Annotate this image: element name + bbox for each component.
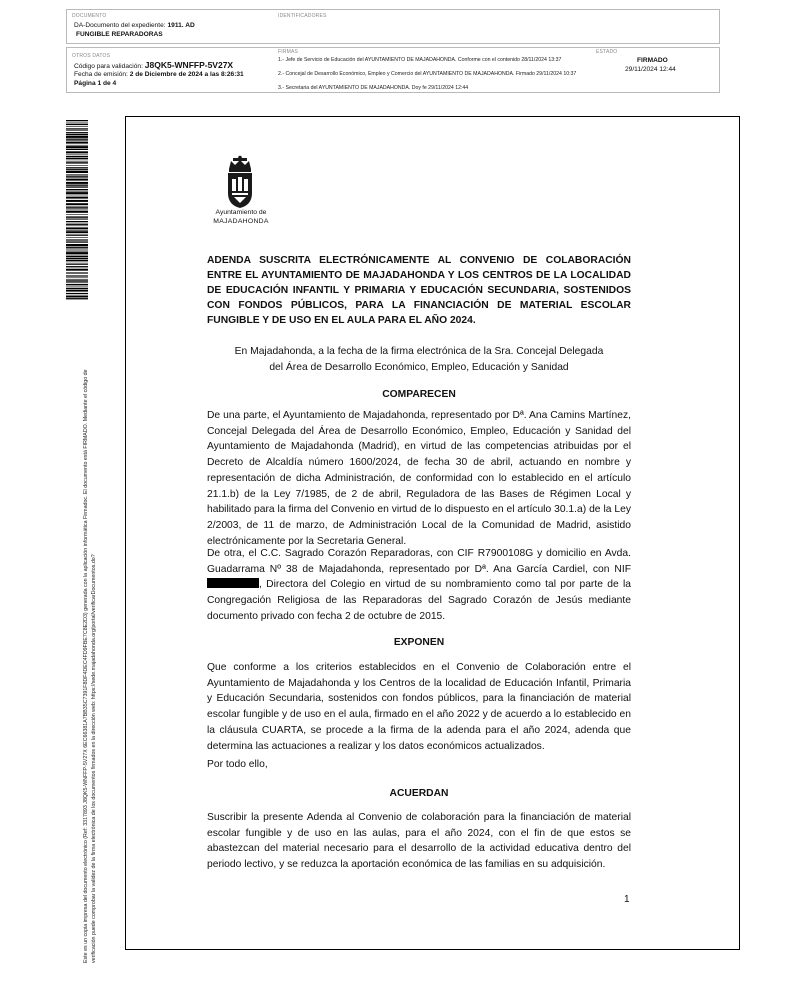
- barcode-bar: [66, 123, 88, 124]
- barcode-bar: [66, 224, 88, 225]
- barcode-bar: [66, 139, 88, 140]
- barcode-bar: [66, 256, 88, 257]
- barcode-bar: [66, 128, 88, 129]
- document-intro: [207, 344, 631, 375]
- barcode-bar: [66, 227, 88, 229]
- barcode-bar: [66, 279, 88, 280]
- barcode-bar: [66, 281, 88, 282]
- barcode-bar: [66, 124, 88, 125]
- barcode-bar: [66, 239, 88, 240]
- barcode-bar: [66, 203, 88, 205]
- documento-line2: FUNGIBLE REPARADORAS: [76, 31, 163, 38]
- barcode-bar: [66, 158, 88, 159]
- barcode-bar: [66, 286, 88, 287]
- barcode-bar: [66, 293, 88, 294]
- redacted-nif-block: [207, 578, 259, 588]
- barcode-bar: [66, 185, 88, 186]
- barcode-bar: [66, 146, 88, 148]
- barcode-bar: [66, 272, 88, 273]
- barcode-bar: [66, 258, 88, 259]
- estado-date: 29/11/2024 12:44: [625, 66, 676, 73]
- barcode-bar: [66, 163, 88, 164]
- barcode-bar: [66, 208, 88, 209]
- barcode-bar: [66, 240, 88, 241]
- barcode-bar: [66, 136, 88, 138]
- intro-line-1: En Majadahonda, a la fecha de la firma electrónica de la Sra. Concejal Delegada: [234, 346, 604, 357]
- paragraph-exponen: Que conforme a los criterios establecidos en el Convenio de Colaboración entre el Ayuntamiento de Majadahonda y los Centros de la localidad de Educación Infantil, Primaria y Educación Secundaria, sostenidos con fondos públicos, para la financiación de material escolar fungible y de uso en el aula, firmado en el año 2022 y de acuerdo a lo establecido en la cláusula CUARTA, se procede a la firma de la adenda para el año 2024, adenda que determina las actuaciones a realizar y los datos económicos actualizados.: [207, 662, 631, 752]
- otros-datos-label: OTROS DATOS: [72, 53, 111, 59]
- barcode-bar: [66, 211, 88, 213]
- barcode-bar: [66, 132, 88, 133]
- barcode-bar: [66, 241, 88, 242]
- codigo-validacion: Código para validación: J8QK5-WNFFP-5V27X: [74, 60, 234, 70]
- estado-label: ESTADO: [596, 49, 618, 55]
- barcode-bar: [66, 252, 88, 254]
- barcode-bar: [66, 237, 88, 238]
- intro-line-2: del Área de Desarrollo Económico, Empleo, Educación y Sanidad: [269, 361, 569, 373]
- barcode-bar: [66, 214, 88, 215]
- barcode-bar: [66, 255, 88, 256]
- barcode-bar: [66, 217, 88, 218]
- barcode-bar: [66, 244, 88, 246]
- barcode-bar: [66, 149, 88, 150]
- firmas-label: FIRMAS: [278, 49, 299, 55]
- barcode-bar: [66, 165, 88, 166]
- barcode-bar: [66, 262, 88, 263]
- barcode-bar: [66, 273, 88, 274]
- side-verification-text-1: Este es un copia impresa del documento electrónico (Ref: 3317893 J8QK5-WNFFP-5V27X 6EC66381A7BB35C7391F8DF4DEC4FD9FBE7C8E2D3) generada con la aplicación informática Firmadoc. El documento está FIRMADO. Mediante el código de: [83, 369, 89, 963]
- barcode-bar: [66, 171, 88, 173]
- barcode-bar: [66, 249, 88, 250]
- firma-1: 1.- Jefe de Servicio de Educación del AYUNTAMIENTO DE MAJADAHONDA. Conforme con el contenido 28/11/2024 13:37: [278, 57, 562, 63]
- barcode-bar: [66, 151, 88, 153]
- barcode-bar: [66, 247, 88, 248]
- barcode-bar: [66, 126, 88, 127]
- firma-3: 3.- Secretaria del AYUNTAMIENTO DE MAJADAHONDA. Doy fe 29/11/2024 12:44: [278, 85, 469, 91]
- barcode-bar: [66, 296, 88, 298]
- barcode-bar: [66, 298, 88, 299]
- barcode-bar: [66, 200, 88, 202]
- barcode-bar: [66, 266, 88, 267]
- identificadores-label: IDENTIFICADORES: [278, 13, 327, 19]
- logo-text-ayuntamiento: Ayuntamiento de: [215, 209, 267, 216]
- estado-value: FIRMADO: [637, 57, 668, 64]
- barcode-bar: [66, 210, 88, 211]
- barcode-bar: [66, 251, 88, 252]
- barcode-bar: [66, 230, 88, 231]
- barcode-bar: [66, 179, 88, 181]
- side-verification-text-2: verificación puede comprobar la validez de la firma electrónica de los documentos firmados en la dirección web: https://sede.majadahonda.org/portal/verificarDocumentos.do?: [91, 554, 97, 963]
- barcode-bar: [66, 177, 88, 178]
- barcode-bar: [66, 278, 88, 279]
- heading-comparecen: COMPARECEN: [382, 389, 456, 400]
- documento-line1: DA-Documento del expediente: 1911. AD: [74, 22, 195, 29]
- barcode-bar: [66, 226, 88, 227]
- document-title: ADENDA SUSCRITA ELECTRÓNICAMENTE AL CONVENIO DE COLABORACIÓN ENTRE EL AYUNTAMIENTO DE MAJADAHONDA Y LOS CENTROS DE LA LOCALIDAD DE EDUCACIÓN INFANTIL Y PRIMARIA Y EDUCACIÓN SECUNDARIA, SOSTENIDOS CON FONDOS PÚBLICOS, PARA LA FINANCIACIÓN DE MATERIAL ESCOLAR FUNGIBLE Y DE USO EN EL AULA PARA EL AÑO 2024.: [207, 255, 631, 326]
- barcode-bar: [66, 186, 88, 187]
- barcode-bar: [66, 191, 88, 192]
- barcode-bar: [66, 160, 88, 161]
- fecha-emision: Fecha de emisión: 2 de Diciembre de 2024 a las 8:26:31: [74, 71, 244, 78]
- pagina-indicador: Página 1 de 4: [74, 80, 117, 87]
- barcode-bar: [66, 176, 88, 177]
- heading-acuerdan: ACUERDAN: [389, 788, 449, 799]
- barcode-bar: [66, 154, 88, 155]
- barcode-bar: [66, 195, 88, 196]
- barcode-bar: [66, 250, 88, 251]
- heading-exponen: EXPONEN: [393, 637, 445, 648]
- barcode-bar: [66, 235, 88, 236]
- barcode-bar: [66, 142, 88, 144]
- barcode-bar: [66, 284, 88, 285]
- barcode-bar: [66, 156, 88, 157]
- barcode-bar: [66, 167, 88, 168]
- barcode-bar: [66, 162, 88, 163]
- barcode-bar: [66, 182, 88, 184]
- barcode-bar: [66, 169, 88, 170]
- barcode-bar: [66, 275, 88, 276]
- documento-label: DOCUMENTO: [72, 13, 107, 19]
- barcode-bar: [66, 174, 88, 175]
- barcode-bar: [66, 276, 88, 277]
- barcode-bar: [66, 269, 88, 271]
- barcode-image: [66, 120, 88, 300]
- barcode-bar: [66, 288, 88, 289]
- barcode-bar: [66, 207, 88, 208]
- barcode-bar: [66, 216, 88, 217]
- paragraph-acuerdan: Suscribir la presente Adenda al Convenio de colaboración para la financiación de material escolar fungible y de uso en las aulas, para el año 2024, con el fin de que estos se abastezcan del material necesario para el desarrollo de la actividad educativa dentro del periodo lectivo, y se reduzca la aportación económica de las familias en su adquisición.: [207, 812, 631, 871]
- barcode-bar: [66, 197, 88, 199]
- barcode-bar: [66, 120, 88, 121]
- firma-2: 2.- Concejal de Desarrollo Económico, Empleo y Comercio del AYUNTAMIENTO DE MAJADAHONDA. Firmado 29/11/2024 10:37: [278, 71, 577, 77]
- barcode-bar: [66, 290, 88, 292]
- barcode-bar: [66, 264, 88, 265]
- barcode-bar: [66, 260, 88, 261]
- barcode-bar: [66, 189, 88, 190]
- paragraph-primera-parte: De una parte, el Ayuntamiento de Majadahonda, representado por Dª. Ana Camins Martínez, Concejal Delegada del Área de Desarrollo Económico, Empleo, Educación y Sanidad del Ayuntamiento de Majadahonda (Madrid), en virtud de las competencias atribuidas por el Decreto de Alcaldía número 1600/2024, de fecha 30 de abril, actuando en nombre y representación de dicha Administración, de conformidad con lo establecido en el artículo 21.1.b) de la Ley 7/1985, de 2 de abril, Reguladora de las Bases de Régimen Local y habilitado para la firma del Convenio en virtud de lo dispuesto en el artículo 30.1.a) de la Ley 2/2003, de 11 de marzo, de Administración Local de la Comunidad de Madrid, asistido electrónicamente por la Secretaria General.: [207, 410, 631, 547]
- paragraph-segunda-parte: De otra, el C.C. Sagrado Corazón Reparadoras, con CIF R7900108G y domicilio en Avda. Guadarrama Nº 38 de Majadahonda, representado por Dª. Ana García Cardiel, con NIF , Directora del Colegio en virtud de su nombramiento como tal por parte de la Congregación Religiosa de las Reparadoras del Sagrado Corazón de Jesús mediante documento privado con fecha 2 de octubre de 2015.: [207, 548, 631, 622]
- barcode-bar: [66, 145, 88, 146]
- logo-text-majadahonda: MAJADAHONDA: [213, 218, 269, 225]
- barcode-bar: [66, 140, 88, 141]
- barcode-bar: [66, 219, 88, 220]
- barcode-bar: [66, 192, 88, 194]
- page-number: 1: [624, 894, 630, 905]
- barcode-bar: [66, 130, 88, 131]
- barcode-bar: [66, 221, 88, 222]
- paragraph-por-todo-ello: Por todo ello,: [207, 759, 268, 770]
- barcode-bar: [66, 134, 88, 135]
- barcode-bar: [66, 231, 88, 233]
